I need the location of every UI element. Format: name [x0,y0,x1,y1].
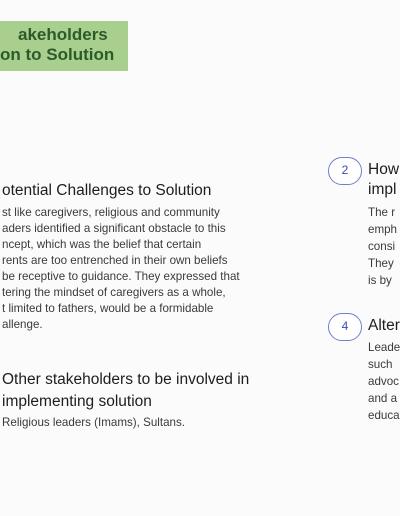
stakeholders-heading-line-1: Other stakeholders to be involved in [2,371,250,388]
stakeholders-heading-line-2: implementing solution [2,393,152,410]
challenges-line: be receptive to guidance. They expressed that [2,270,240,283]
section-4-line: such [368,358,393,371]
challenges-line: tering the mindset of caregivers as a whole, [2,286,226,299]
challenges-line: st like caregivers, religious and community [2,206,220,219]
section-2-body [368,204,400,289]
challenges-body [2,205,240,333]
section-number-badge: 2 [328,157,362,185]
stakeholders-text: Religious leaders (Imams), Sultans. [2,416,185,429]
challenges-line: ncept, which was the belief that certain [2,238,202,251]
section-2-heading [368,160,400,200]
section-4-line: educa [368,409,400,422]
section-2-line: The r [368,206,396,219]
challenges-line: aders identified a significant obstacle to this [2,222,226,235]
challenges-line: rents are too entrenched in their own beliefs [2,254,228,267]
challenges-heading: otential Challenges to Solution [2,182,212,199]
challenges-line: t limited to fathers, would be a formidable [2,302,214,315]
section-2-line: emph [368,223,398,236]
section-2-line: is by [368,274,392,287]
section-2-heading-line: impl [368,181,397,198]
section-4-line: and a [368,392,398,405]
section-4-body [368,339,400,424]
banner-title-line-2: on to Solution [0,45,115,64]
section-title-banner [0,21,128,71]
section-4-heading-line: Alter [368,317,400,334]
banner-title-line-1: akeholders [18,25,108,44]
section-4-line: Leade [368,341,400,354]
section-4-line: advoc [368,375,399,388]
section-2-heading-line: How [368,161,400,178]
section-number-badge: 4 [328,313,362,341]
challenges-line: allenge. [2,318,43,331]
section-4-heading [368,316,400,336]
section-2-line: consi [368,240,396,253]
section-2-line: They [368,257,394,270]
